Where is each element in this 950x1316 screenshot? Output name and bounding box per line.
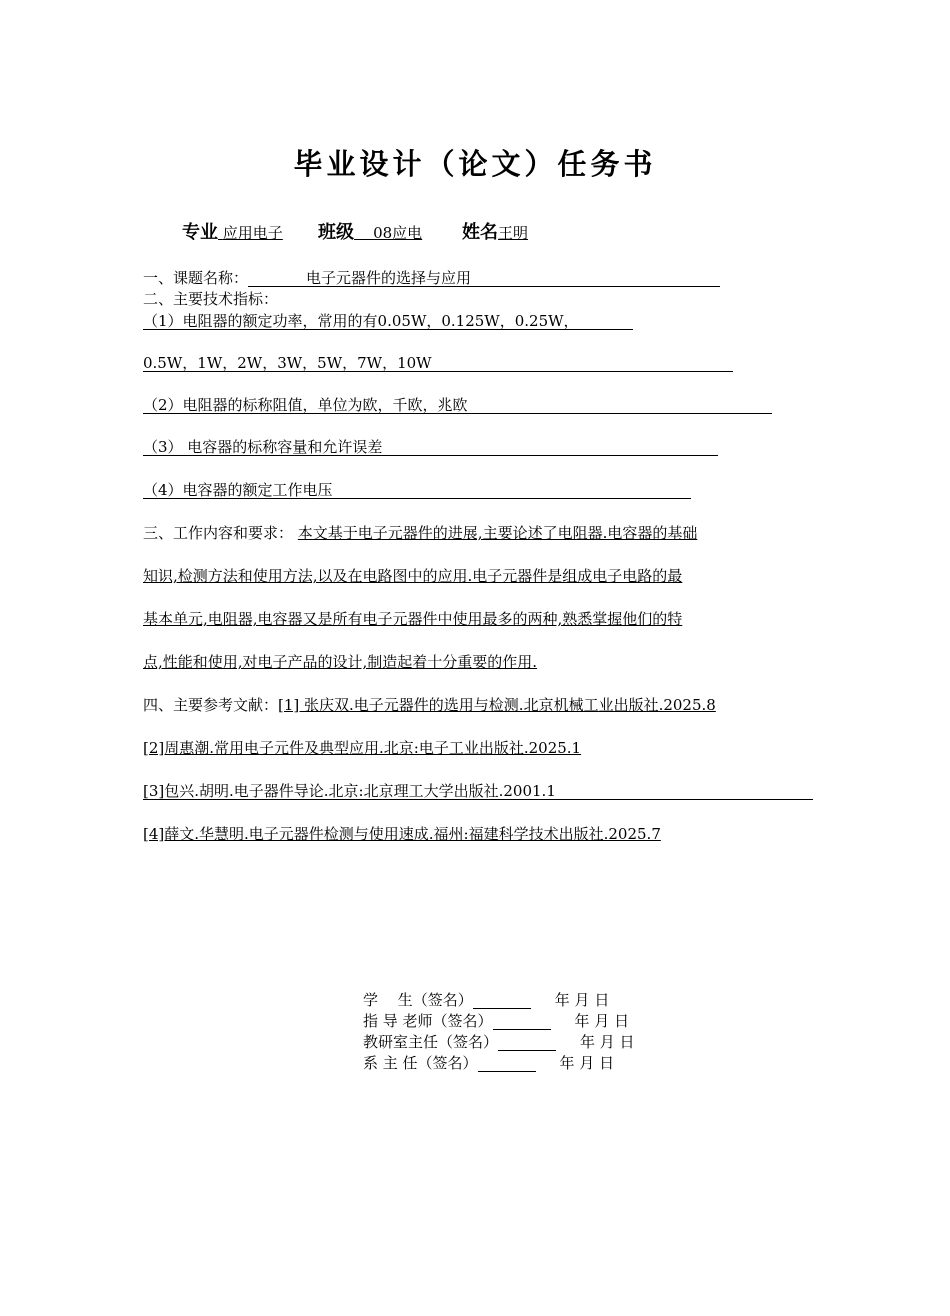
reference-item: [4]薛文.华慧明.电子元器件检测与使用速成.福州:福建科学技术出版社.2025.7 bbox=[143, 825, 661, 843]
work-content-text: 基本单元,电阻器,电容器又是所有电子元器件中使用最多的两种,熟悉掌握他们的特 bbox=[143, 610, 683, 628]
work-content-text: 点,性能和使用,对电子产品的设计,制造起着十分重要的作用. bbox=[143, 653, 538, 671]
topic-value: 电子元器件的选择与应用 bbox=[248, 269, 720, 287]
class-value: 08应电 bbox=[373, 224, 423, 242]
signature-row-dean: 系 主 任（签名） 年 月 日 bbox=[363, 1054, 615, 1072]
major-value: 应用电子 bbox=[222, 224, 283, 242]
signature-row-advisor: 指 导 老师（签名） 年 月 日 bbox=[363, 1012, 630, 1030]
tech-indicator-item: （3） 电容器的标称容量和允许误差 bbox=[143, 438, 718, 456]
work-content-line bbox=[143, 524, 697, 542]
major-label: 专业 bbox=[182, 222, 218, 243]
work-content-label: 三、工作内容和要求： bbox=[143, 524, 294, 542]
name-value: 王明 bbox=[498, 224, 529, 242]
class-label: 班级 bbox=[318, 222, 354, 243]
reference-item: [2]周惠潮.常用电子元件及典型应用.北京:电子工业出版社.2025.1 bbox=[143, 739, 582, 757]
student-info-line bbox=[182, 218, 570, 244]
tech-indicator-item: （1）电阻器的额定功率，常用的有0.05W，0.125W，0.25W， bbox=[143, 312, 633, 330]
tech-indicator-item: （2）电阻器的标称阻值，单位为欧，千欧，兆欧 bbox=[143, 396, 772, 414]
reference-item: [3]包兴.胡明.电子器件导论.北京:北京理工大学出版社.2001.1 bbox=[143, 782, 813, 800]
work-content-text: 知识,检测方法和使用方法,以及在电路图中的应用.电子元器件是组成电子电路的最 bbox=[143, 567, 683, 585]
references-line bbox=[143, 696, 716, 714]
signature-row-student: 学 生（签名） 年 月 日 bbox=[363, 991, 610, 1009]
tech-indicators-label: 二、主要技术指标： bbox=[143, 290, 279, 308]
topic-line bbox=[143, 269, 720, 287]
work-content-text: 本文基于电子元器件的进展,主要论述了电阻器.电容器的基础 bbox=[297, 524, 698, 542]
references-label: 四、主要参考文献： bbox=[143, 696, 279, 714]
name-label: 姓名 bbox=[462, 222, 498, 243]
document-title: 毕业设计（论文）任务书 bbox=[293, 147, 657, 181]
signature-row-department-head: 教研室主任（签名） 年 月 日 bbox=[363, 1033, 635, 1051]
topic-label: 一、课题名称： bbox=[143, 269, 249, 287]
reference-item: [1] 张庆双.电子元器件的选用与检测.北京机械工业出版社.2025.8 bbox=[278, 696, 716, 714]
tech-indicator-item: （4）电容器的额定工作电压 bbox=[143, 481, 691, 499]
tech-indicator-item: 0.5W，1W，2W，3W，5W，7W，10W bbox=[143, 354, 733, 372]
